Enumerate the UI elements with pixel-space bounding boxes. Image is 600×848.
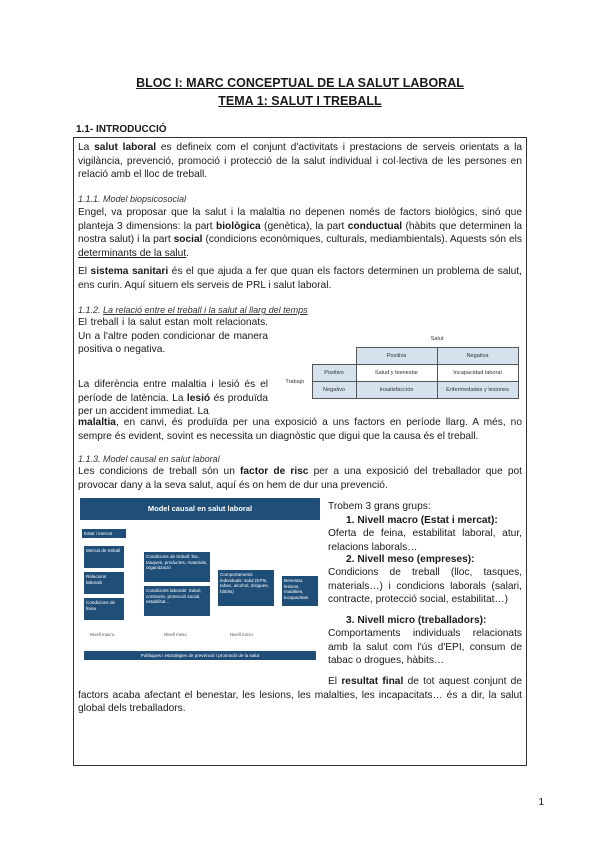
box-resultats: Benestar, lesions, malalties, incapacitats — [282, 576, 318, 606]
group-3-text: Comportaments individuals relacionats amb la salut com l'ús d'EPI, consum de tabac o drogues, hàbits… — [328, 628, 522, 667]
box-politiques: Polítiques i estratègies de prevenció i promoció de la salut — [84, 651, 316, 660]
cell-incapacidad: Incapacidad laboral — [437, 365, 518, 382]
row-label-trabajo: Trabajo — [285, 378, 305, 385]
cell-insatisfaccion: Insatisfacción — [356, 382, 437, 399]
salut-treball-table — [278, 331, 519, 399]
group-1-heading: 1. Nivell macro (Estat i mercat): — [346, 515, 498, 526]
diagram-title: Model causal en salut laboral — [80, 498, 320, 520]
box-condicions-feina: Condicions de feina — [84, 598, 124, 620]
final-paragraph: El resultat final de tot aquest conjunt de factors acaba afectant el benestar, les lesions, les malalties, les incapacitats… és a dir, la salut global dels treballadors. — [78, 676, 522, 715]
box-estat-mercat: Estat i mercat — [82, 529, 126, 538]
bloc-title: BLOC I: MARC CONCEPTUAL DE LA SALUT LABORAL — [136, 76, 464, 90]
groups-intro: Trobem 3 grans grups: — [328, 501, 431, 512]
subheading-relacio: 1.1.2. La relació entre el treball i la salut al llarg del temps — [78, 305, 308, 315]
box-relacions-laborals: Relacions laborals — [84, 572, 124, 594]
box-condicions-treball: Condicions de treball: lloc, tasques, productes, materials, organització — [144, 552, 210, 582]
group-3-heading: 3. Nivell micro (treballadors): — [346, 615, 487, 626]
causal-paragraph: Les condicions de treball són un factor de risc per a una exposició del treballador que pot provocar dany a la seva salut, aquí és on hem de dur una prevenció. — [78, 466, 522, 491]
relacio-paragraph: El treball i la salut estan molt relacionats. Un a l'altre poden condicionar de manera positiva o negativa. — [78, 317, 268, 356]
row-negativo: Negativo — [312, 382, 356, 399]
subheading-biopsicosocial: 1.1.1. Model biopsicosocial — [78, 194, 187, 204]
caption-macro: Nivell macro — [90, 632, 115, 637]
page-number: 1 — [538, 797, 544, 808]
group-2-heading: 2. Nivell meso (empreses): — [346, 554, 475, 565]
cell-salud-bienestar: Salud y bienestar — [356, 365, 437, 382]
causal-model-diagram — [80, 498, 320, 664]
box-mercat-treball: Mercat de treball — [84, 546, 124, 568]
group-1-text: Oferta de feina, estabilitat laboral, atur, relacions laborals… — [328, 528, 522, 553]
caption-meso: Nivell meso — [164, 632, 187, 637]
table-header-salut: Salut — [430, 336, 444, 342]
sistema-sanitari-paragraph: El sistema sanitari és el que ajuda a fer que quan els factors determinen un problema de salut, ens curin. Aquí situem els serveis de PRL i salut laboral. — [78, 266, 523, 291]
tema-title: TEMA 1: SALUT I TREBALL — [218, 94, 382, 108]
subheading-causal: 1.1.3. Model causal en salut laboral — [78, 454, 220, 464]
caption-micro: Nivell micro — [230, 632, 253, 637]
cell-enfermedades: Enfermedades y lesiones — [437, 382, 518, 399]
col-negativa: Negativa — [437, 348, 518, 365]
box-comportaments: Comportaments individuals: salut (EPIs, tabac, alcohol, drogues, hàbits) — [218, 570, 274, 606]
box-condicions-laborals: Condicions laborals: Salari, contracte, protecció social, estabilitat... — [144, 586, 210, 616]
group-2-text: Condicions de treball (lloc, tasques, materials…) i condicions laborals (salari, contracte, protecció social, estabilitat…) — [328, 567, 522, 606]
latencia-paragraph-start: La diferència entre malaltia i lesió és el període de latència. La lesió és produïda per un accident immediat. La — [78, 379, 268, 418]
row-positivo: Positivo — [312, 365, 356, 382]
biopsicosocial-paragraph: Engel, va proposar que la salut i la malaltia no depenen només de factors biològics, sinó que planteja 3 dimensions: la part biològica (genètica), la part conductual (hàbits que determinen la nostra salut) i la part social (condicions econòmiques, culturals, mediambientals). Aquests són els determinants de la salut. — [78, 207, 523, 259]
latencia-paragraph-end: malaltia, en canvi, és produïda per una exposició a uns factors en període llarg. A més, no sempre és evident, sovint es necessita un diagnòstic que digui que la causa és el treball. — [78, 417, 522, 442]
intro-paragraph: La salut laboral es defineix com el conjunt d'activitats i prestacions de serveis orientats a la vigilància, prevenció, promoció i protecció de la salut individual i col·lectiva de les persones en relació amb el lloc de treball. — [78, 142, 522, 181]
col-positiva: Positiva — [356, 348, 437, 365]
section-heading: 1.1- INTRODUCCIÓ — [76, 124, 167, 135]
